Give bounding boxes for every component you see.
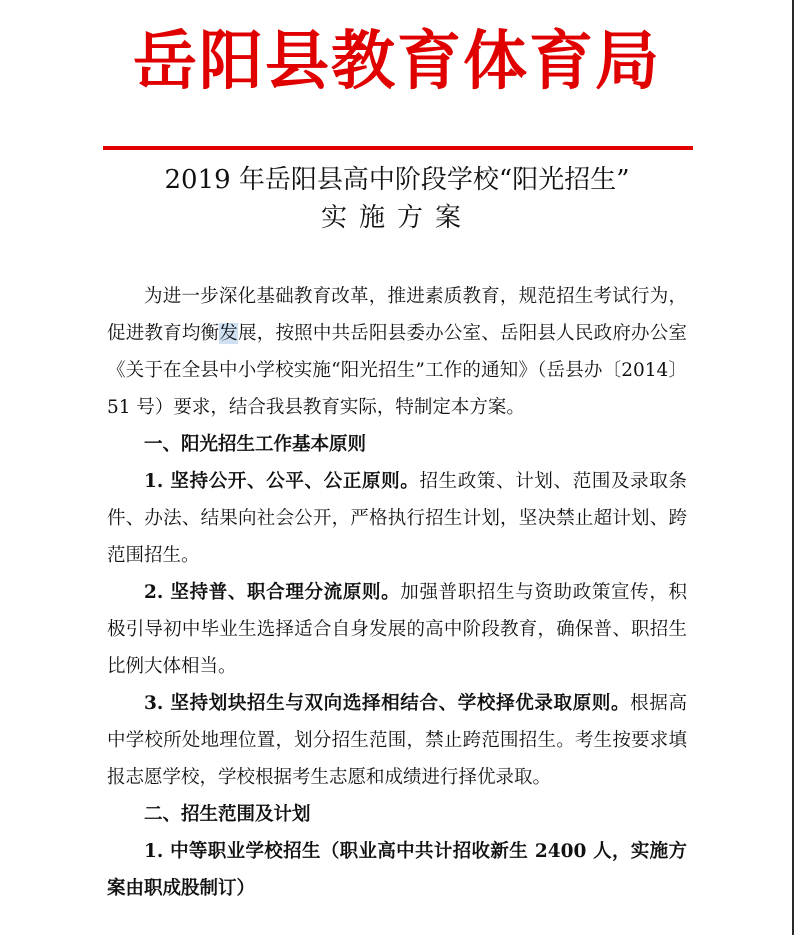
principle-2-paragraph — [107, 574, 687, 685]
section-heading-2: 二、招生范围及计划 — [144, 804, 311, 825]
document-title-line2: 实施方案 — [320, 203, 473, 233]
document-title-line1: 2019 年岳阳县高中阶段学校“阳光招生” — [164, 165, 630, 195]
section-heading-1: 一、阳光招生工作基本原则 — [144, 434, 367, 455]
selected-text-highlight[interactable]: 发 — [219, 323, 239, 344]
principle-2-title: 2. 坚持普、职合理分流原则。 — [144, 582, 401, 603]
principle-1-title: 1. 坚持公开、公平、公正原则。 — [144, 471, 420, 492]
red-header-rule — [103, 146, 693, 150]
principle-3-title: 3. 坚持划块招生与双向选择相结合、学校择优录取原则。 — [144, 693, 631, 714]
item-vocational-school: 1. 中等职业学校招生（职业高中共计招收新生 2400 人，实施方案由职成股制订） — [107, 841, 687, 899]
masthead-org-name: 岳阳县教育体育局 — [133, 25, 661, 99]
principle-2-body: 加强普职招生与资助政策宣传，积极引导初中毕业生选择适合自身发展的高中阶段教育，确保普、职招生比例大体相当。 — [107, 582, 687, 677]
principle-1-paragraph — [107, 463, 687, 574]
intro-paragraph — [107, 278, 687, 426]
principle-3-body: 根据高中学校所处地理位置，划分招生范围，禁止跨范围招生。考生按要求填报志愿学校，学校根据考生志愿和成绩进行择优录取。 — [107, 693, 687, 788]
principle-1-body: 招生政策、计划、范围及录取条件、办法、结果向社会公开，严格执行招生计划，坚决禁止超计划、跨范围招生。 — [107, 471, 687, 566]
document-body — [107, 278, 687, 907]
intro-text-a: 为进一步深化基础教育改革，推进素质教育，规范招生考试行为，促进教育均衡 — [107, 286, 687, 344]
intro-text-b: 展，按照中共岳阳县委办公室、岳阳县人民政府办公室《关于在全县中小学校实施“阳光招生”工作的通知》（岳县办〔2014〕51 号）要求，结合我县教育实际，特制定本方案。 — [107, 323, 687, 418]
principle-3-paragraph — [107, 685, 687, 796]
